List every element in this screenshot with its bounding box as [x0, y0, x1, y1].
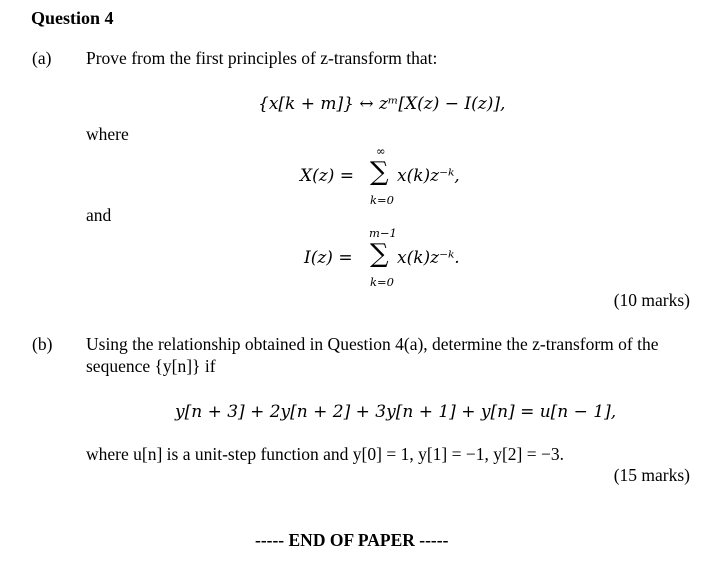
i-sigma-icon: ∑ — [370, 239, 389, 269]
part-a-equation: {x[k + m]} ↔ zᵐ[X(z) − I(z)], — [258, 94, 506, 114]
part-b-prompt-line2: sequence {y[n]} if — [86, 356, 216, 376]
i-rhs: x(k)z⁻ᵏ. — [397, 248, 460, 268]
part-b-prompt-line1: Using the relationship obtained in Question 4(a), determine the z-transform of the — [86, 334, 659, 354]
part-a-marks: (10 marks) — [613, 290, 690, 310]
where-label: where — [86, 124, 129, 144]
and-label: and — [86, 205, 112, 225]
end-of-paper: ----- END OF PAPER ----- — [255, 530, 449, 550]
part-b-condition: where u[n] is a unit-step function and y[0] = 1, y[1] = −1, y[2] = −3. — [86, 444, 564, 464]
i-sum-lower: k=0 — [370, 275, 394, 289]
x-sum-upper: ∞ — [376, 144, 386, 158]
part-a-label: (a) — [32, 48, 52, 68]
x-sigma-icon: ∑ — [370, 157, 389, 187]
part-b-equation: y[n + 3] + 2y[n + 2] + 3y[n + 1] + y[n] = u[n − 1], — [175, 402, 617, 422]
i-sum-upper: m−1 — [369, 226, 397, 240]
part-a-prompt: Prove from the first principles of z-transform that: — [86, 48, 438, 68]
x-rhs: x(k)z⁻ᵏ, — [397, 166, 460, 186]
x-lhs: X(z) = — [300, 166, 354, 186]
part-b-label: (b) — [32, 334, 53, 354]
i-lhs: I(z) = — [304, 248, 353, 268]
question-title: Question 4 — [31, 8, 114, 28]
x-sum-lower: k=0 — [370, 193, 394, 207]
part-b-marks: (15 marks) — [613, 465, 690, 485]
